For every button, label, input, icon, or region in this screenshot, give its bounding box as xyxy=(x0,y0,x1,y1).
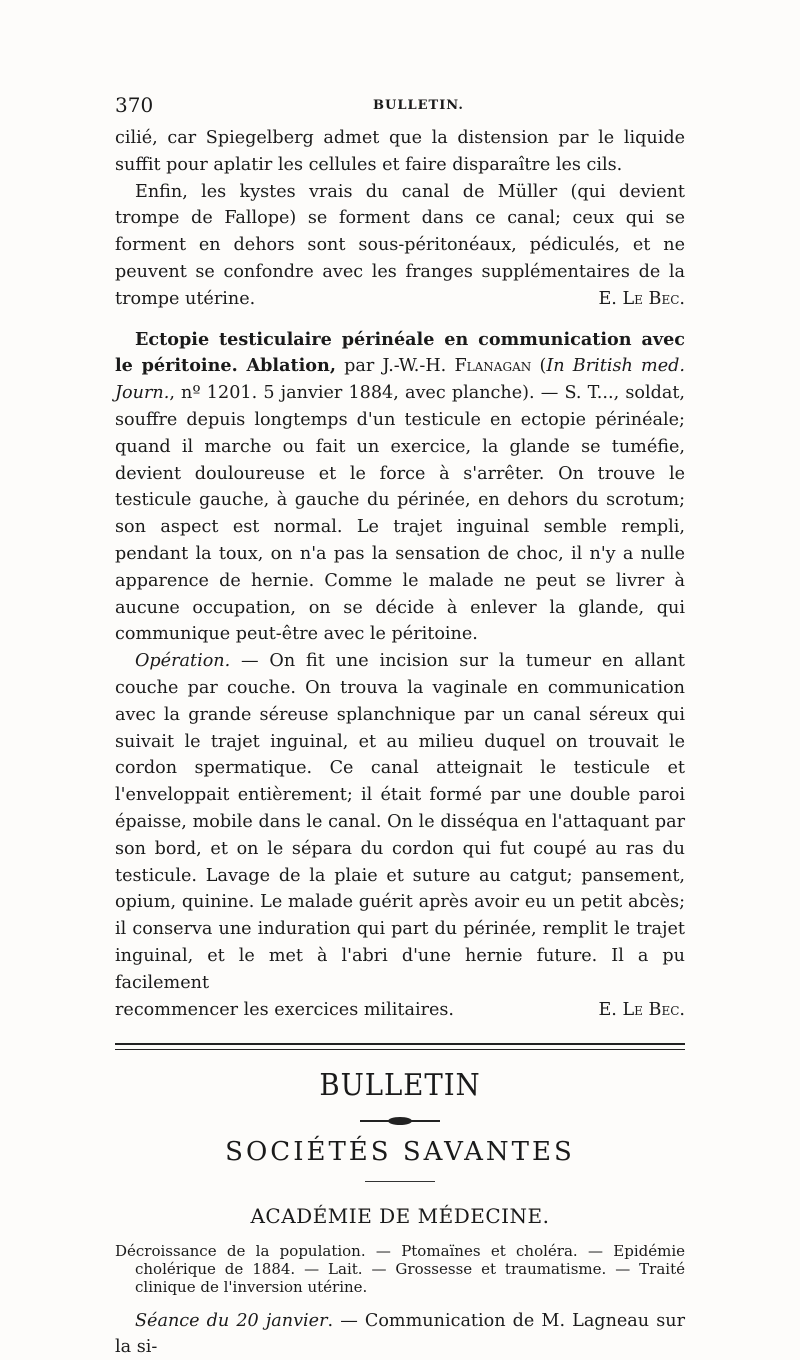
paragraph-mueller-cysts xyxy=(115,179,685,313)
signature-le-bec-1: E. Le Bec. xyxy=(598,288,685,309)
ornament-divider xyxy=(360,1119,440,1123)
operation-text: — On fit une incision sur la tumeur en allant couche par couche. On trouva la vaginale en communication avec la grande séreuse splanchnique par un canal séreux qui suivait le trajet inguinal, et au milieu duquel on trouvait le cordon spermatique. Ce canal atteignait le testicule et l'enveloppait entièrement; il était formé par une double paroi épaisse, mobile dans le canal. On le disséqua en l'attaquant par son bord, et on le sépara du cordon qui fut coupé au ras du testicule. Lavage de la plaie et suture au catgut; pansement, opium, quinine. Le malade guérit après avoir eu un petit abcès; il conserva une induration qui part du périnée, remplit le trajet inguinal, et le met à l'abri d'une hernie future. Il a pu facilement xyxy=(115,651,685,993)
section-divider xyxy=(115,1043,685,1050)
seance-paragraph xyxy=(115,1308,685,1360)
short-rule xyxy=(365,1181,435,1182)
session-summary: Décroissance de la population. — Ptomaïnes et choléra. — Epidémie cholérique de 1884. — Lait. — Grossesse et traumatisme. — Traité clinique de l'inversion utérine. xyxy=(115,1242,685,1297)
article-author-pre: par J.-W.-H. xyxy=(335,356,455,377)
page xyxy=(115,93,685,1360)
article-journal: In British med. Journ. xyxy=(115,356,685,404)
seance-text: . — Communication de M. Lagneau sur la si- xyxy=(115,1311,685,1358)
seance-label: Séance du 20 janvier xyxy=(135,1311,328,1332)
operation-last-text: recommencer les exercices militaires. xyxy=(115,999,455,1020)
academie-heading: ACADÉMIE DE MÉDECINE. xyxy=(250,1204,550,1229)
article-author: Flanagan xyxy=(454,356,532,377)
societes-heading: SOCIÉTÉS SAVANTES xyxy=(225,1137,575,1168)
bulletin-heading: BULLETIN xyxy=(319,1068,481,1104)
article-operation xyxy=(115,648,685,996)
article-ref-open: ( xyxy=(531,356,547,377)
article-title: Ectopie testiculaire périnéale en communication avec le péritoine. Ablation, xyxy=(115,328,685,377)
operation-label: Opération. xyxy=(135,651,231,672)
running-title: BULLETIN. xyxy=(373,98,464,113)
page-number: 370 xyxy=(115,93,154,117)
operation-last-line xyxy=(115,997,685,1024)
paragraph-continuation: cilié, car Spiegelberg admet que la distension par le liquide suffit pour aplatir les cellules et faire disparaître les cils. xyxy=(115,128,685,175)
article-ectopie xyxy=(115,327,685,649)
paragraph-mueller-text: Enfin, les kystes vrais du canal de Müller (qui devient trompe de Fallope) se forment dans ce canal; ceux qui se forment en dehors sont sous-péritonéaux, pédiculés, et ne peuvent se confondre avec les franges supplémentaires de la trompe utérine. xyxy=(115,181,685,309)
signature-le-bec-2: E. Le Bec. xyxy=(598,999,685,1020)
running-head xyxy=(115,93,685,125)
article-body: , nº 1201. 5 janvier 1884, avec planche). — S. T..., soldat, souffre depuis longtemps d'un testicule en ectopie périnéale; quand il marche ou fait un exercice, la glande se tuméfie, devient douloureuse et le force à s'arrêter. On trouve le testicule gauche, à gauche du périnée, en dehors du scrotum; son aspect est normal. Le trajet inguinal semble rempli, pendant la toux, on n'a pas la sensation de choc, il n'y a nulle apparence de hernie. Comme le malade ne peut se livrer à aucune occupation, on se décide à enlever la glande, qui communique peut-être avec le péritoine. xyxy=(115,383,685,645)
